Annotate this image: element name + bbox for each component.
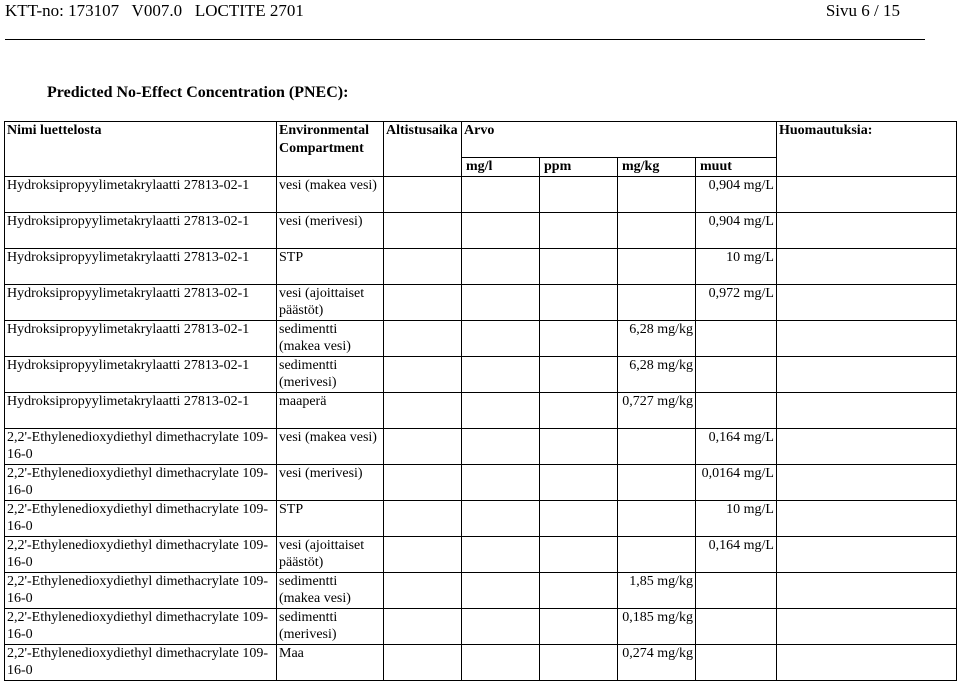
cell-mgl <box>462 572 540 608</box>
cell-substance-name: 2,2'-Ethylenedioxydiethyl dimethacrylate 109-16-0 <box>5 608 277 644</box>
cell-mgkg <box>618 536 696 572</box>
cell-ppm <box>540 392 618 428</box>
cell-exposure <box>384 392 462 428</box>
cell-mgkg <box>618 176 696 212</box>
cell-mgkg: 0,727 mg/kg <box>618 392 696 428</box>
cell-other <box>696 608 777 644</box>
cell-substance-name: Hydroksipropyylimetakrylaatti 27813-02-1 <box>5 392 277 428</box>
cell-remarks <box>777 392 957 428</box>
col-name-header: Nimi luettelosta <box>5 122 277 177</box>
cell-compartment: maaperä <box>277 392 384 428</box>
cell-exposure <box>384 464 462 500</box>
col-mgkg-header: mg/kg <box>618 158 696 177</box>
cell-compartment: vesi (makea vesi) <box>277 176 384 212</box>
cell-exposure <box>384 428 462 464</box>
page-number: Sivu 6 / 15 <box>825 1 900 20</box>
cell-substance-name: 2,2'-Ethylenedioxydiethyl dimethacrylate 109-16-0 <box>5 500 277 536</box>
cell-mgkg: 0,185 mg/kg <box>618 608 696 644</box>
cell-mgl <box>462 644 540 680</box>
cell-substance-name: 2,2'-Ethylenedioxydiethyl dimethacrylate 109-16-0 <box>5 464 277 500</box>
cell-ppm <box>540 248 618 284</box>
cell-substance-name: Hydroksipropyylimetakrylaatti 27813-02-1 <box>5 248 277 284</box>
cell-ppm <box>540 284 618 320</box>
cell-compartment: vesi (ajoittaiset päästöt) <box>277 284 384 320</box>
cell-mgl <box>462 176 540 212</box>
cell-ppm <box>540 536 618 572</box>
cell-mgkg <box>618 464 696 500</box>
table-row <box>5 644 957 680</box>
cell-other <box>696 392 777 428</box>
cell-compartment: vesi (makea vesi) <box>277 428 384 464</box>
cell-ppm <box>540 356 618 392</box>
cell-mgkg <box>618 428 696 464</box>
cell-mgkg: 6,28 mg/kg <box>618 320 696 356</box>
cell-ppm <box>540 428 618 464</box>
cell-compartment: sedimentti (makea vesi) <box>277 572 384 608</box>
table-row <box>5 536 957 572</box>
cell-substance-name: Hydroksipropyylimetakrylaatti 27813-02-1 <box>5 284 277 320</box>
cell-mgl <box>462 248 540 284</box>
cell-other: 0,164 mg/L <box>696 536 777 572</box>
cell-compartment: sedimentti (merivesi) <box>277 608 384 644</box>
cell-other <box>696 320 777 356</box>
cell-ppm <box>540 608 618 644</box>
cell-mgl <box>462 464 540 500</box>
cell-substance-name: Hydroksipropyylimetakrylaatti 27813-02-1 <box>5 356 277 392</box>
cell-exposure <box>384 644 462 680</box>
cell-mgl <box>462 392 540 428</box>
cell-remarks <box>777 212 957 248</box>
cell-remarks <box>777 572 957 608</box>
cell-substance-name: Hydroksipropyylimetakrylaatti 27813-02-1 <box>5 320 277 356</box>
cell-mgl <box>462 320 540 356</box>
cell-remarks <box>777 500 957 536</box>
cell-ppm <box>540 176 618 212</box>
cell-compartment: sedimentti (makea vesi) <box>277 320 384 356</box>
cell-exposure <box>384 356 462 392</box>
table-row <box>5 248 957 284</box>
table-row <box>5 464 957 500</box>
cell-mgkg <box>618 500 696 536</box>
col-remarks-header: Huomautuksia: <box>777 122 957 177</box>
table-row <box>5 284 957 320</box>
cell-ppm <box>540 212 618 248</box>
table-row <box>5 428 957 464</box>
cell-other: 10 mg/L <box>696 248 777 284</box>
cell-compartment: vesi (merivesi) <box>277 464 384 500</box>
cell-mgkg: 6,28 mg/kg <box>618 356 696 392</box>
cell-ppm <box>540 644 618 680</box>
cell-exposure <box>384 284 462 320</box>
cell-mgl <box>462 536 540 572</box>
cell-mgkg: 1,85 mg/kg <box>618 572 696 608</box>
cell-other <box>696 572 777 608</box>
table-row <box>5 356 957 392</box>
cell-exposure <box>384 248 462 284</box>
cell-remarks <box>777 608 957 644</box>
cell-other: 0,904 mg/L <box>696 212 777 248</box>
cell-other: 0,164 mg/L <box>696 428 777 464</box>
col-other-header: muut <box>696 158 777 177</box>
cell-compartment: Maa <box>277 644 384 680</box>
cell-remarks <box>777 320 957 356</box>
cell-other: 0,972 mg/L <box>696 284 777 320</box>
cell-ppm <box>540 500 618 536</box>
cell-mgl <box>462 608 540 644</box>
cell-remarks <box>777 176 957 212</box>
col-compartment-header: Environmental Compartment <box>277 122 384 177</box>
table-row <box>5 608 957 644</box>
table-row <box>5 572 957 608</box>
cell-mgl <box>462 500 540 536</box>
cell-exposure <box>384 176 462 212</box>
pnec-table <box>4 121 957 681</box>
cell-other <box>696 356 777 392</box>
table-row <box>5 212 957 248</box>
cell-substance-name: 2,2'-Ethylenedioxydiethyl dimethacrylate 109-16-0 <box>5 428 277 464</box>
cell-mgkg <box>618 248 696 284</box>
cell-remarks <box>777 536 957 572</box>
cell-compartment: vesi (ajoittaiset päästöt) <box>277 536 384 572</box>
page-header <box>5 0 950 24</box>
cell-remarks <box>777 356 957 392</box>
table-row <box>5 176 957 212</box>
cell-mgl <box>462 428 540 464</box>
cell-ppm <box>540 464 618 500</box>
cell-exposure <box>384 500 462 536</box>
col-value-header: Arvo <box>462 122 777 158</box>
table-row <box>5 500 957 536</box>
cell-mgkg: 0,274 mg/kg <box>618 644 696 680</box>
header-divider <box>5 39 925 40</box>
cell-remarks <box>777 248 957 284</box>
cell-other: 0,0164 mg/L <box>696 464 777 500</box>
cell-compartment: vesi (merivesi) <box>277 212 384 248</box>
cell-compartment: sedimentti (merivesi) <box>277 356 384 392</box>
cell-exposure <box>384 536 462 572</box>
cell-remarks <box>777 464 957 500</box>
cell-remarks <box>777 284 957 320</box>
cell-substance-name: 2,2'-Ethylenedioxydiethyl dimethacrylate 109-16-0 <box>5 572 277 608</box>
col-mgl-header: mg/l <box>462 158 540 177</box>
cell-mgl <box>462 356 540 392</box>
cell-substance-name: Hydroksipropyylimetakrylaatti 27813-02-1 <box>5 212 277 248</box>
pnec-table-body <box>5 176 957 680</box>
cell-mgkg <box>618 212 696 248</box>
cell-mgl <box>462 212 540 248</box>
cell-other: 0,904 mg/L <box>696 176 777 212</box>
cell-compartment: STP <box>277 248 384 284</box>
table-row <box>5 392 957 428</box>
cell-mgl <box>462 284 540 320</box>
cell-substance-name: 2,2'-Ethylenedioxydiethyl dimethacrylate 109-16-0 <box>5 644 277 680</box>
cell-mgkg <box>618 284 696 320</box>
cell-exposure <box>384 572 462 608</box>
cell-ppm <box>540 572 618 608</box>
cell-compartment: STP <box>277 500 384 536</box>
document-id: KTT-no: 173107 V007.0 LOCTITE 2701 <box>5 1 304 20</box>
section-title: Predicted No-Effect Concentration (PNEC): <box>47 84 349 101</box>
cell-remarks <box>777 644 957 680</box>
cell-substance-name: 2,2'-Ethylenedioxydiethyl dimethacrylate 109-16-0 <box>5 536 277 572</box>
cell-other <box>696 644 777 680</box>
col-ppm-header: ppm <box>540 158 618 177</box>
col-exposure-header: Altistusaika <box>384 122 462 177</box>
cell-remarks <box>777 428 957 464</box>
table-row <box>5 320 957 356</box>
cell-exposure <box>384 608 462 644</box>
cell-other: 10 mg/L <box>696 500 777 536</box>
cell-exposure <box>384 320 462 356</box>
cell-exposure <box>384 212 462 248</box>
cell-substance-name: Hydroksipropyylimetakrylaatti 27813-02-1 <box>5 176 277 212</box>
cell-ppm <box>540 320 618 356</box>
